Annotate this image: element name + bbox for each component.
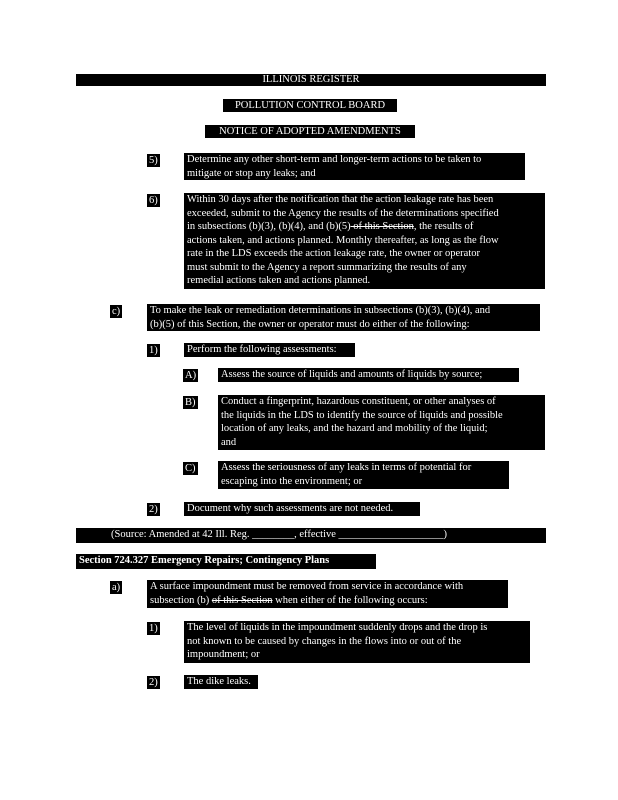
item-a2-label: 2) xyxy=(149,677,158,688)
item-c1-label: 1) xyxy=(149,345,158,356)
board-header: POLLUTION CONTROL BOARD xyxy=(223,99,397,112)
item-B-text: Conduct a fingerprint, hazardous constituent, or other analyses of the liquids in the LDS to identify the source of liquids and possible location of any leaks, and the hazard and mobility of the liquid; and xyxy=(218,395,545,450)
item-c1-text: Perform the following assessments: xyxy=(184,343,355,357)
register-header: ILLINOIS REGISTER xyxy=(76,74,546,86)
section-heading: Section 724.327 Emergency Repairs; Contingency Plans xyxy=(76,554,376,569)
item-5-label: 5) xyxy=(149,155,158,166)
notice-header: NOTICE OF ADOPTED AMENDMENTS xyxy=(205,125,415,138)
item-6-label: 6) xyxy=(149,195,158,206)
item-a1-label: 1) xyxy=(149,623,158,634)
item-c2-text: Document why such assessments are not needed. xyxy=(184,502,420,516)
item-A-text: Assess the source of liquids and amounts of liquids by source; xyxy=(218,368,519,382)
item-5-text: Determine any other short-term and longer-term actions to be taken to mitigate or stop any leaks; and xyxy=(184,153,525,180)
item-A-label: A) xyxy=(185,370,197,381)
source-note: (Source: Amended at 42 Ill. Reg. ________, effective ____________________) xyxy=(76,528,546,543)
item-a1-text: The level of liquids in the impoundment suddenly drops and the drop is not known to be caused by changes in the flows into or out of the impoundment; or xyxy=(184,621,530,663)
item-a-label: a) xyxy=(112,582,121,593)
item-a2-text: The dike leaks. xyxy=(184,675,258,689)
struck-text: of this Section xyxy=(350,221,414,232)
struck-text: of this Section xyxy=(211,594,273,606)
item-c2-label: 2) xyxy=(149,504,158,515)
item-c-label: c) xyxy=(112,306,121,317)
item-B-label: B) xyxy=(185,397,196,408)
item-C-text: Assess the seriousness of any leaks in terms of potential for escaping into the environment; or xyxy=(218,461,509,489)
item-C-label: C) xyxy=(185,463,196,474)
item-c-text: To make the leak or remediation determinations in subsections (b)(3), (b)(4), and (b)(5) of this Section, the owner or operator must do either of the following: xyxy=(147,304,540,331)
item-a-text: A surface impoundment must be removed from service in accordance with subsection (b) of this Section when either of the following occurs: xyxy=(147,580,508,608)
item-6-text: Within 30 days after the notification that the action leakage rate has been exceeded, submit to the Agency the results of the determinations specified in subsections (b)(3), (b)(4), and (b)(5) of this Section, the results of actions taken, and actions planned. Monthly thereafter, as long as the flow rate in the LDS exceeds the action leakage rate, the owner or operator must submit to the Agency a report summarizing the results of any remedial actions taken and actions planned. xyxy=(184,193,545,289)
